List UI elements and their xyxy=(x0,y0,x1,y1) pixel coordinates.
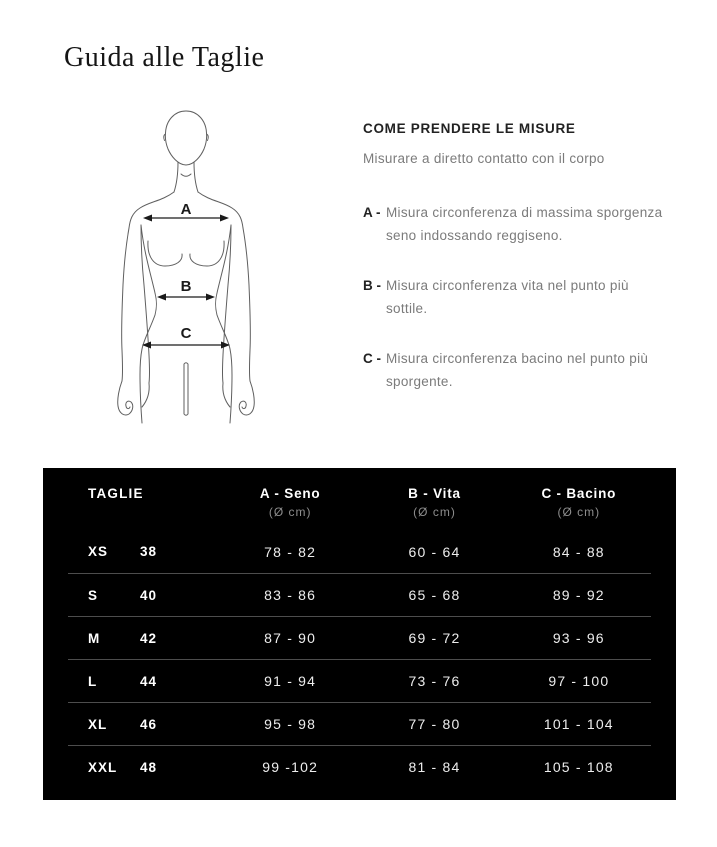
size-number: 40 xyxy=(140,587,158,603)
instructions-heading: COME PRENDERE LE MISURE xyxy=(363,121,576,136)
measure-letter-a: A - xyxy=(363,205,381,220)
measure-instruction-item-b xyxy=(363,274,673,320)
size-cell xyxy=(68,717,218,732)
measure-c-label: C xyxy=(180,325,192,342)
column-header-vita: B - Vita (Ø cm) xyxy=(362,485,506,519)
table-row-xxl xyxy=(68,745,651,788)
seno-range: 83 - 86 xyxy=(264,587,317,603)
vita-range: 73 - 76 xyxy=(408,673,461,689)
size-cell xyxy=(68,760,218,775)
size-cell xyxy=(68,544,218,559)
vita-range: 77 - 80 xyxy=(408,716,461,732)
size-code: M xyxy=(88,630,101,646)
column-header-taglie: TAGLIE xyxy=(88,486,144,501)
measure-letter-b: B - xyxy=(363,278,381,293)
table-row-xl xyxy=(68,702,651,745)
bacino-range: 105 - 108 xyxy=(543,759,614,775)
seno-range: 99 -102 xyxy=(262,759,319,775)
bacino-range: 93 - 96 xyxy=(552,630,605,646)
bacino-range: 97 - 100 xyxy=(548,673,610,689)
vita-range: 60 - 64 xyxy=(408,543,461,560)
instructions-subheading: Misurare a diretto contatto con il corpo xyxy=(363,151,605,166)
measure-b-label: B xyxy=(180,278,192,295)
seno-range: 78 - 82 xyxy=(264,543,317,560)
size-code: XL xyxy=(88,716,108,732)
measure-letter-c: C - xyxy=(363,351,381,366)
column-unit-vita: (Ø cm) xyxy=(413,505,456,519)
column-unit-seno: (Ø cm) xyxy=(268,505,312,519)
seno-range: 95 - 98 xyxy=(264,716,317,732)
bacino-range: 89 - 92 xyxy=(552,587,605,603)
measure-text-a: Misura circonferenza di massima sporgenza seno indossando reggiseno. xyxy=(386,205,663,243)
measure-instruction-item-a xyxy=(363,201,673,247)
table-row-xs xyxy=(68,530,651,573)
size-number: 38 xyxy=(140,544,158,559)
seno-range: 91 - 94 xyxy=(264,673,317,689)
vita-range: 81 - 84 xyxy=(408,759,461,775)
vita-range: 69 - 72 xyxy=(408,630,461,646)
bacino-range: 101 - 104 xyxy=(543,716,614,732)
measure-text-b: Misura circonferenza vita nel punto più sottile. xyxy=(386,278,629,316)
body-measurement-diagram xyxy=(110,105,270,425)
size-code: S xyxy=(88,587,99,603)
size-number: 44 xyxy=(140,673,158,689)
page-title: Guida alle Taglie xyxy=(64,42,265,73)
vita-range: 65 - 68 xyxy=(408,587,461,603)
bacino-range: 84 - 88 xyxy=(552,543,605,560)
table-row-m xyxy=(68,616,651,659)
size-cell xyxy=(68,588,218,603)
measure-a-label: A xyxy=(180,201,192,218)
size-code: XXL xyxy=(88,759,118,775)
female-silhouette-drawing xyxy=(110,105,270,425)
size-number: 48 xyxy=(140,759,158,775)
measure-instructions xyxy=(363,121,673,420)
size-table xyxy=(43,468,676,800)
column-header-seno: A - Seno (Ø cm) xyxy=(218,485,362,519)
table-header-row xyxy=(68,468,651,530)
table-row-l xyxy=(68,659,651,702)
seno-range: 87 - 90 xyxy=(264,630,317,646)
size-cell xyxy=(68,674,218,689)
size-cell xyxy=(68,631,218,646)
size-number: 46 xyxy=(140,716,158,732)
size-table-inner xyxy=(68,468,651,788)
column-unit-bacino: (Ø cm) xyxy=(557,505,601,519)
measure-instruction-item-c xyxy=(363,347,673,393)
column-header-bacino: C - Bacino (Ø cm) xyxy=(507,485,651,519)
size-code: XS xyxy=(88,544,109,559)
measure-text-c: Misura circonferenza bacino nel punto più sporgente. xyxy=(386,351,649,389)
size-code: L xyxy=(88,673,98,689)
table-row-s xyxy=(68,573,651,616)
size-number: 42 xyxy=(140,630,158,646)
